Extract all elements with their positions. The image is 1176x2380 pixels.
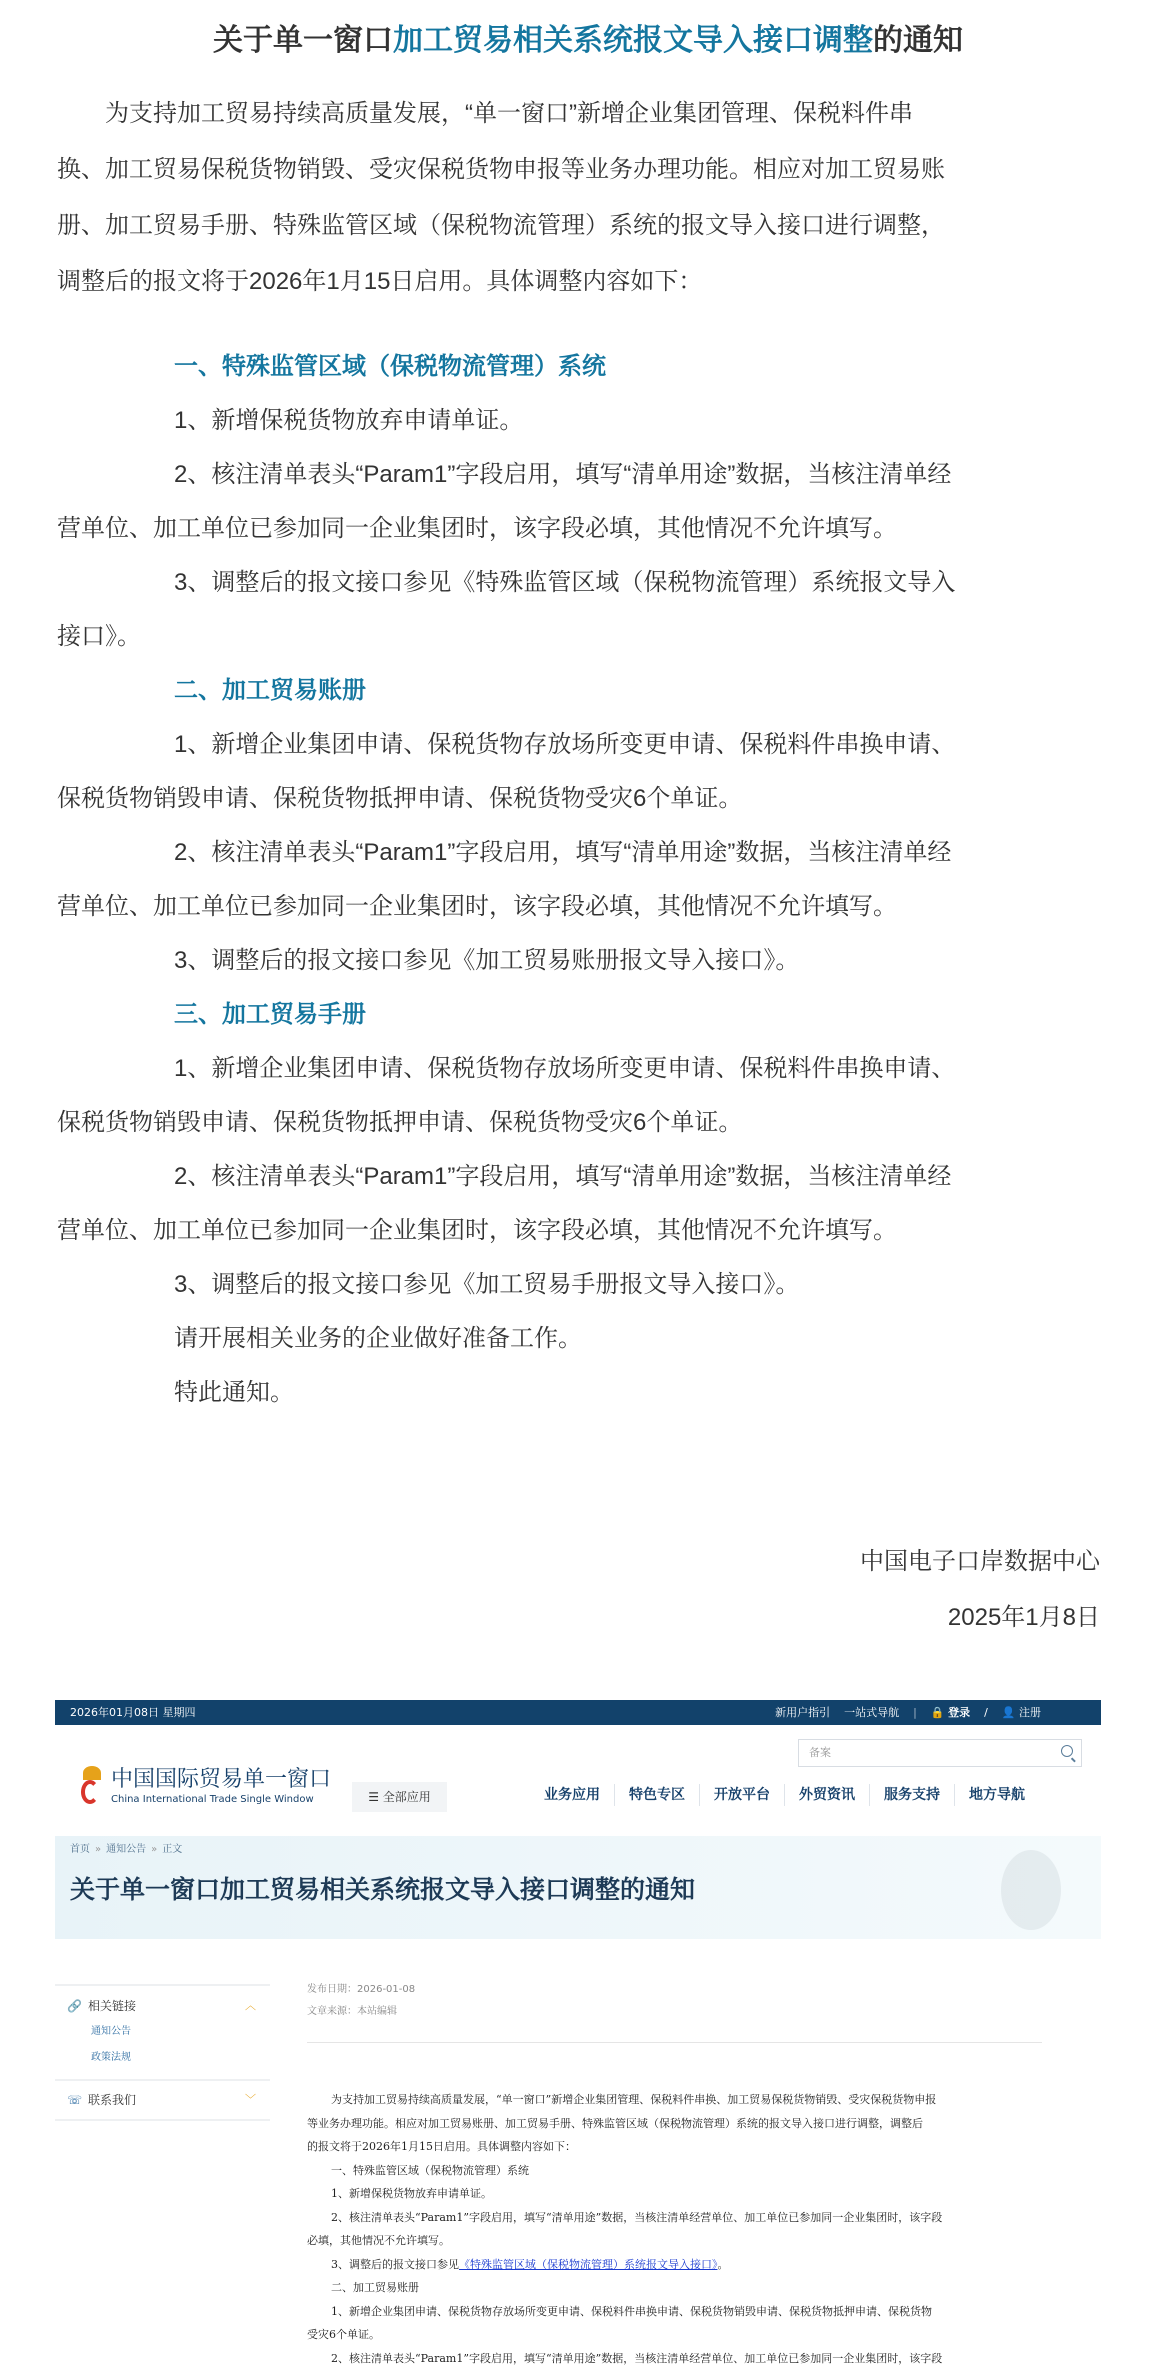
- top-bar: [55, 1700, 1101, 1725]
- text-line: 3、调整后的报文接口参见《加工贸易账册报文导入接口》。: [174, 947, 800, 974]
- content-text: 必填，其他情况不允许填写。: [307, 2234, 450, 2247]
- title-part: 加工贸易相关系统报文导入接口调整: [393, 24, 873, 57]
- text-line: 3、调整后的报文接口参见《加工贸易手册报文导入接口》。: [174, 1271, 800, 1298]
- text-line: 册、加工贸易手册、特殊监管区域（保税物流管理）系统的报文导入接口进行调整，: [57, 212, 945, 239]
- content-line: [307, 2088, 1047, 2112]
- emblem-icon: [79, 1764, 105, 1810]
- text-line: 2、核注清单表头“Param1”字段启用，填写“清单用途”数据，当核注清单经: [174, 839, 952, 866]
- text-line: 接口》。: [57, 623, 141, 650]
- text-line: 1、新增保税货物放弃申请单证。: [174, 407, 524, 434]
- content-line: [307, 2253, 1047, 2277]
- phone-icon: ☏: [67, 2093, 83, 2107]
- intro-paragraph: [57, 86, 1127, 310]
- current-date: 2026年01月08日 星期四: [70, 1706, 196, 1719]
- list-item: [57, 1150, 1127, 1258]
- nav-support[interactable]: 服务支持: [869, 1784, 954, 1806]
- content-line: [307, 2300, 1047, 2324]
- text-line: 请开展相关业务的企业做好准备工作。: [174, 1325, 582, 1352]
- all-apps-button[interactable]: [352, 1782, 447, 1812]
- divider: [55, 1984, 270, 1986]
- content-line: [307, 2276, 1047, 2300]
- content-line: [307, 2323, 1047, 2347]
- sidebar-contact-us[interactable]: [67, 2090, 136, 2110]
- notice-body: [57, 86, 1127, 1420]
- list-item: [57, 394, 1127, 448]
- nav-business[interactable]: 业务应用: [544, 1787, 600, 1803]
- slash: /: [984, 1706, 988, 1719]
- breadcrumb-home[interactable]: 首页: [70, 1844, 90, 1855]
- text-line: 特此通知。: [174, 1379, 294, 1406]
- chevron-up-icon[interactable]: ︿: [245, 1999, 256, 2012]
- breadcrumb-sep: »: [95, 1844, 102, 1855]
- sidebar-item-notices[interactable]: 通知公告: [91, 2026, 131, 2037]
- content-text: 2、核注清单表头“Param1”字段启用，填写“清单用途”数据，当核注清单经营单位、加工单位已参加同一企业集团时，该字段: [331, 2351, 943, 2365]
- content-text: 受灾6个单证。: [307, 2328, 380, 2341]
- menu-icon: ☰: [368, 1790, 383, 1804]
- logo-en: China International Trade Single Window: [111, 1794, 314, 1805]
- content-text: 1、新增保税货物放弃申请单证。: [331, 2187, 492, 2200]
- breadcrumb: [70, 1842, 182, 1858]
- section-heading: [57, 664, 1127, 718]
- section-heading: [57, 988, 1127, 1042]
- one-stop-nav-link[interactable]: 一站式导航: [844, 1706, 900, 1719]
- text-line: 保税货物销毁申请、保税货物抵押申请、保税货物受灾6个单证。: [57, 1109, 743, 1136]
- text-line: 1、新增企业集团申请、保税货物存放场所变更申请、保税料件串换申请、: [174, 1055, 956, 1082]
- list-item: [57, 934, 1127, 988]
- watermark-emblem: [1001, 1850, 1061, 1930]
- list-item: [57, 1312, 1127, 1366]
- site-logo[interactable]: [79, 1762, 331, 1812]
- login-link[interactable]: [931, 1700, 970, 1725]
- list-item: [57, 1042, 1127, 1150]
- user-icon: 👤: [1001, 1706, 1016, 1719]
- lock-icon: 🔒: [930, 1706, 945, 1719]
- text-line: 营单位、加工单位已参加同一企业集团时，该字段必填，其他情况不允许填写。: [57, 893, 897, 920]
- content-text: 。: [717, 2257, 729, 2271]
- title-part: 的通知: [873, 24, 963, 57]
- content-line: [307, 2159, 1047, 2183]
- sidebar-item-policies[interactable]: 政策法规: [91, 2052, 131, 2063]
- content-line: [307, 2229, 1047, 2253]
- text-line: 调整后的报文将于2026年1月15日启用。具体调整内容如下：: [57, 268, 703, 295]
- text-line: 为支持加工贸易持续高质量发展，“单一窗口”新增企业集团管理、保税料件串: [105, 100, 913, 127]
- text-line: 营单位、加工单位已参加同一企业集团时，该字段必填，其他情况不允许填写。: [57, 1217, 897, 1244]
- list-item: [57, 718, 1127, 826]
- article-content: [307, 2088, 1047, 2370]
- link-icon: 🔗: [67, 1999, 82, 2013]
- breadcrumb-notices[interactable]: 通知公告: [106, 1844, 147, 1855]
- breadcrumb-sep: »: [151, 1844, 158, 1855]
- related-label: 相关链接: [87, 1999, 136, 2013]
- main-nav: [530, 1784, 1039, 1806]
- content-text: 一、特殊监管区域（保税物流管理）系统: [331, 2163, 529, 2177]
- list-item: [57, 556, 1127, 664]
- content-text: 1、新增企业集团申请、保税货物存放场所变更申请、保税料件串换申请、保税货物销毁申请、保税货物抵押申请、保税货物: [331, 2304, 932, 2318]
- interface-doc-link[interactable]: 《特殊监管区域（保税物流管理）系统报文导入接口》: [459, 2257, 718, 2271]
- register-label: 注册: [1019, 1706, 1041, 1719]
- text-line: 二、加工贸易账册: [174, 677, 366, 704]
- divider: [55, 2079, 270, 2081]
- logo-cn: 中国国际贸易单一窗口: [111, 1767, 332, 1792]
- search-icon[interactable]: [1061, 1745, 1073, 1757]
- text-line: 三、加工贸易手册: [174, 1001, 366, 1028]
- content-line: [307, 2206, 1047, 2230]
- divider: [55, 2119, 270, 2121]
- list-item: [57, 826, 1127, 934]
- nav-trade-news[interactable]: 外贸资讯: [784, 1784, 869, 1806]
- content-line: [307, 2135, 1047, 2159]
- all-apps-label: 全部应用: [382, 1790, 431, 1804]
- text-line: 营单位、加工单位已参加同一企业集团时，该字段必填，其他情况不允许填写。: [57, 515, 897, 542]
- content-text: 等业务办理功能。相应对加工贸易账册、加工贸易手册、特殊监管区域（保税物流管理）系统的报文导入接口进行调整，调整后: [307, 2116, 923, 2130]
- notice-title: [0, 18, 1176, 64]
- chevron-down-icon[interactable]: ﹀: [245, 2093, 256, 2106]
- website-screenshot: [55, 1700, 1101, 2380]
- signature-org: 中国电子口岸数据中心: [860, 1548, 1100, 1575]
- text-line: 2、核注清单表头“Param1”字段启用，填写“清单用途”数据，当核注清单经: [174, 1163, 952, 1190]
- signature-date: 2025年1月8日: [947, 1604, 1100, 1631]
- register-link[interactable]: [1002, 1700, 1041, 1725]
- search-input[interactable]: [798, 1739, 1082, 1767]
- text-line: 2、核注清单表头“Param1”字段启用，填写“清单用途”数据，当核注清单经: [174, 461, 952, 488]
- nav-open-platform[interactable]: 开放平台: [699, 1784, 784, 1806]
- text-line: 换、加工贸易保税货物销毁、受灾保税货物申报等业务办理功能。相应对加工贸易账: [57, 156, 945, 183]
- divider: [307, 2042, 1042, 2043]
- content-line: [307, 2182, 1047, 2206]
- text-line: 3、调整后的报文接口参见《特殊监管区域（保税物流管理）系统报文导入: [174, 569, 956, 596]
- signature: [860, 1534, 1100, 1646]
- text-line: 保税货物销毁申请、保税货物抵押申请、保税货物受灾6个单证。: [57, 785, 743, 812]
- divider: |: [913, 1706, 917, 1719]
- list-item: [57, 1258, 1127, 1312]
- text-line: 1、新增企业集团申请、保税货物存放场所变更申请、保税料件串换申请、: [174, 731, 956, 758]
- new-user-guide-link[interactable]: 新用户指引: [775, 1706, 831, 1719]
- content-line: [307, 2112, 1047, 2136]
- content-text: 的报文将于2026年1月15日启用。具体调整内容如下：: [307, 2140, 576, 2153]
- page-title: 关于单一窗口加工贸易相关系统报文导入接口调整的通知: [70, 1875, 696, 1904]
- list-item: [57, 1366, 1127, 1420]
- content-text: 3、调整后的报文接口参见: [331, 2257, 459, 2271]
- publish-date: 发布日期：2026-01-08: [307, 1984, 416, 1995]
- article-source: 文章来源：本站编辑: [307, 2006, 397, 2017]
- content-text: 2、核注清单表头“Param1”字段启用，填写“清单用途”数据，当核注清单经营单位、加工单位已参加同一企业集团时，该字段: [331, 2210, 943, 2224]
- breadcrumb-current: 正文: [162, 1844, 183, 1855]
- nav-featured[interactable]: 特色专区: [614, 1784, 699, 1806]
- login-label: 登录: [948, 1706, 971, 1719]
- content-line: [307, 2347, 1047, 2371]
- text-line: 一、特殊监管区域（保税物流管理）系统: [174, 353, 606, 380]
- search-placeholder: 备案: [809, 1746, 831, 1759]
- contact-label: 联系我们: [88, 2093, 137, 2107]
- content-text: 为支持加工贸易持续高质量发展，“单一窗口”新增企业集团管理、保税料件串换、加工贸易保税货物销毁、受灾保税货物申报: [331, 2093, 937, 2106]
- nav-local[interactable]: 地方导航: [954, 1784, 1039, 1806]
- title-part: 关于单一窗口: [213, 24, 393, 57]
- sidebar-related-links[interactable]: [67, 1996, 136, 2016]
- section-heading: [57, 340, 1127, 394]
- list-item: [57, 448, 1127, 556]
- content-text: 二、加工贸易账册: [331, 2281, 419, 2294]
